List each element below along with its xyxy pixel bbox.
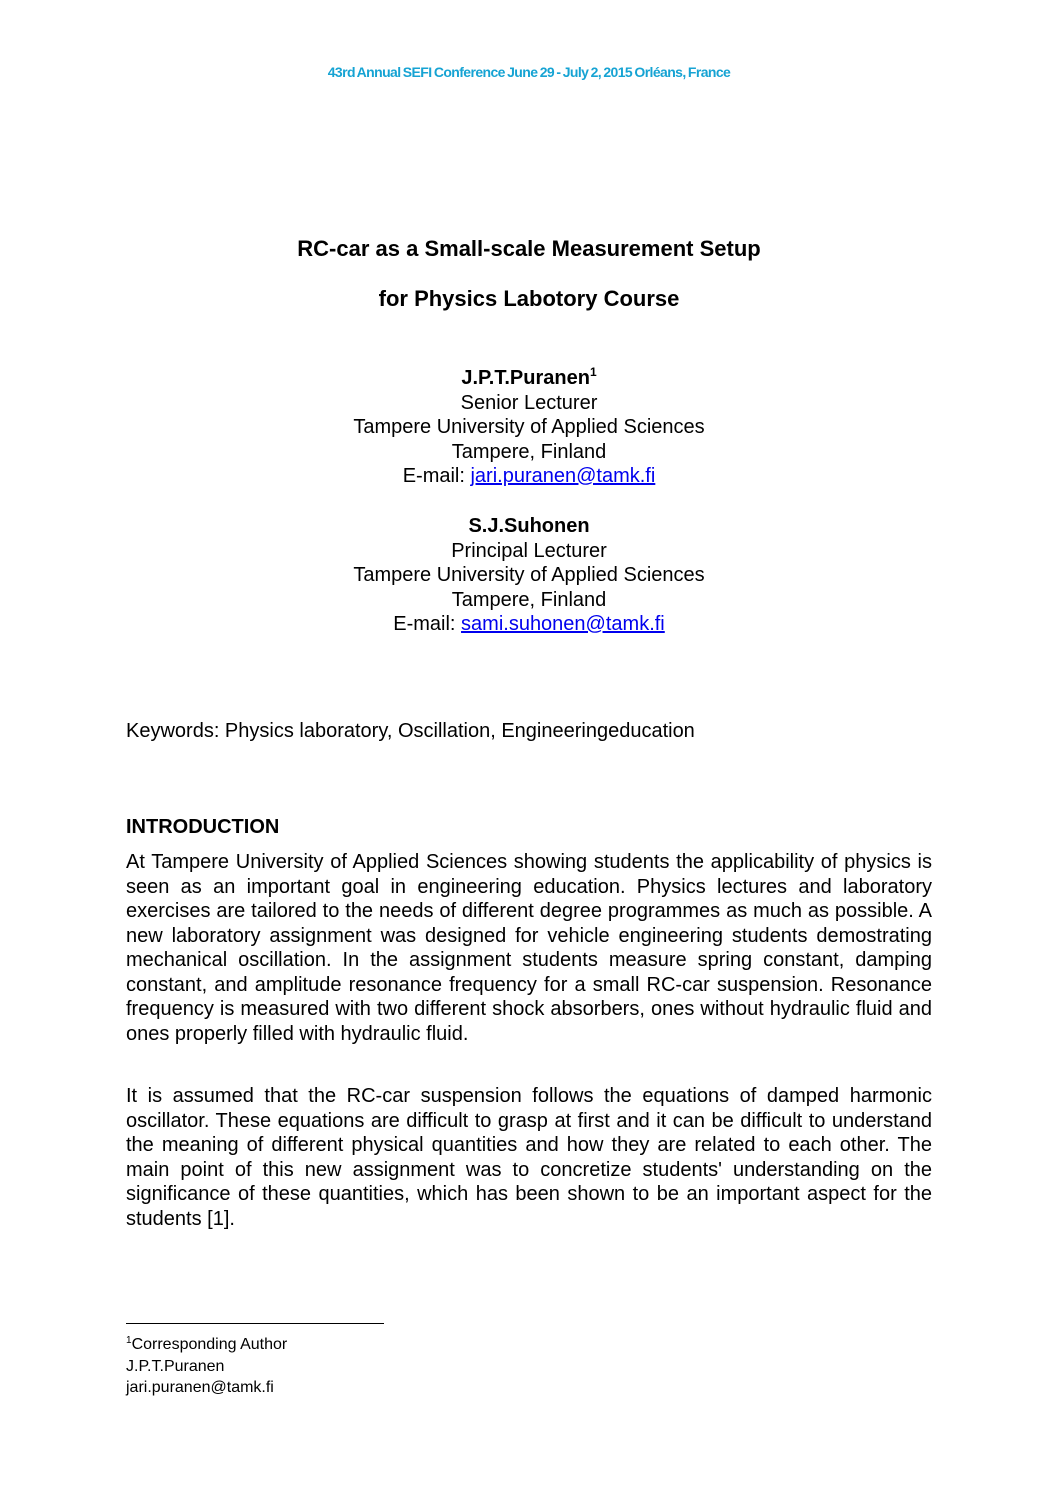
keywords-line: Keywords: Physics laboratory, Oscillation, Engineeringeducation: [126, 720, 695, 742]
author-location: Tampere, Finland: [451, 588, 607, 611]
author-email-line: [0, 612, 1058, 637]
footnote-line-1: $^1$Corresponding Author: [126, 1335, 288, 1353]
footnote: [126, 1334, 287, 1399]
paper-title-line-1: RC-car as a Small-scale Measurement Setup: [297, 236, 761, 261]
footnote-marker: 1: [589, 365, 597, 379]
body-paragraph-1: At Tampere University of Applied Sciences showing students the applicability of physics is seen as an important goal in engineering education. Physics lectures and laboratory exercises are tailored to the needs of different degree programmes as much as possible. A new laboratory assignment was designed for vehicle engineering students demostrating mechanical oscillation. In the assignment students measure spring constant, damping constant, and amplitude resonance frequency for a small RC-car suspension. Resonance frequency is measured with two different shock absorbers, ones without hydraulic fluid and ones properly filled with hydraulic fluid.: [126, 851, 932, 1045]
author-email-link[interactable]: jari.puranen@tamk.fi: [470, 465, 656, 487]
author-email-line: [0, 464, 1058, 489]
author-name: S.J.Suhonen: [468, 515, 590, 537]
email-label: E-mail:: [402, 465, 471, 487]
author-affiliation: Tampere University of Applied Sciences: [353, 416, 705, 438]
author-block-1: [0, 366, 1058, 489]
author-name: J.P.T.Puranen$^1$: [461, 365, 597, 389]
author-location: Tampere, Finland: [451, 440, 607, 463]
conference-header: 43rd Annual SEFI Conference June 29 - July 2, 2015 Orléans, France: [327, 64, 731, 80]
footnote-marker: 1: [126, 1335, 132, 1346]
section-heading-introduction: INTRODUCTION: [126, 816, 280, 838]
author-position: Senior Lecturer: [460, 391, 598, 414]
footnote-line-2: J.P.T.Puranen: [126, 1357, 225, 1375]
author-block-2: [0, 514, 1058, 637]
author-affiliation: Tampere University of Applied Sciences: [353, 564, 705, 586]
paper-title-line-2: for Physics Labotory Course: [378, 286, 680, 311]
footnote-line-3: jari.puranen@tamk.fi: [126, 1379, 274, 1396]
email-label: E-mail:: [393, 613, 462, 635]
author-position: Principal Lecturer: [451, 539, 607, 562]
body-paragraph-2: It is assumed that the RC-car suspension follows the equations of damped harmonic oscillator. These equations are difficult to grasp at first and it can be difficult to understand the meaning of different physical quantities and how they are related to each other. The main point of this new assignment was to concretize students' understanding on the significance of these quantities, which has been shown to be an important aspect for the students [1].: [126, 1085, 932, 1230]
footnote-divider: [126, 1323, 384, 1324]
author-email-link[interactable]: sami.suhonen@tamk.fi: [461, 613, 665, 635]
